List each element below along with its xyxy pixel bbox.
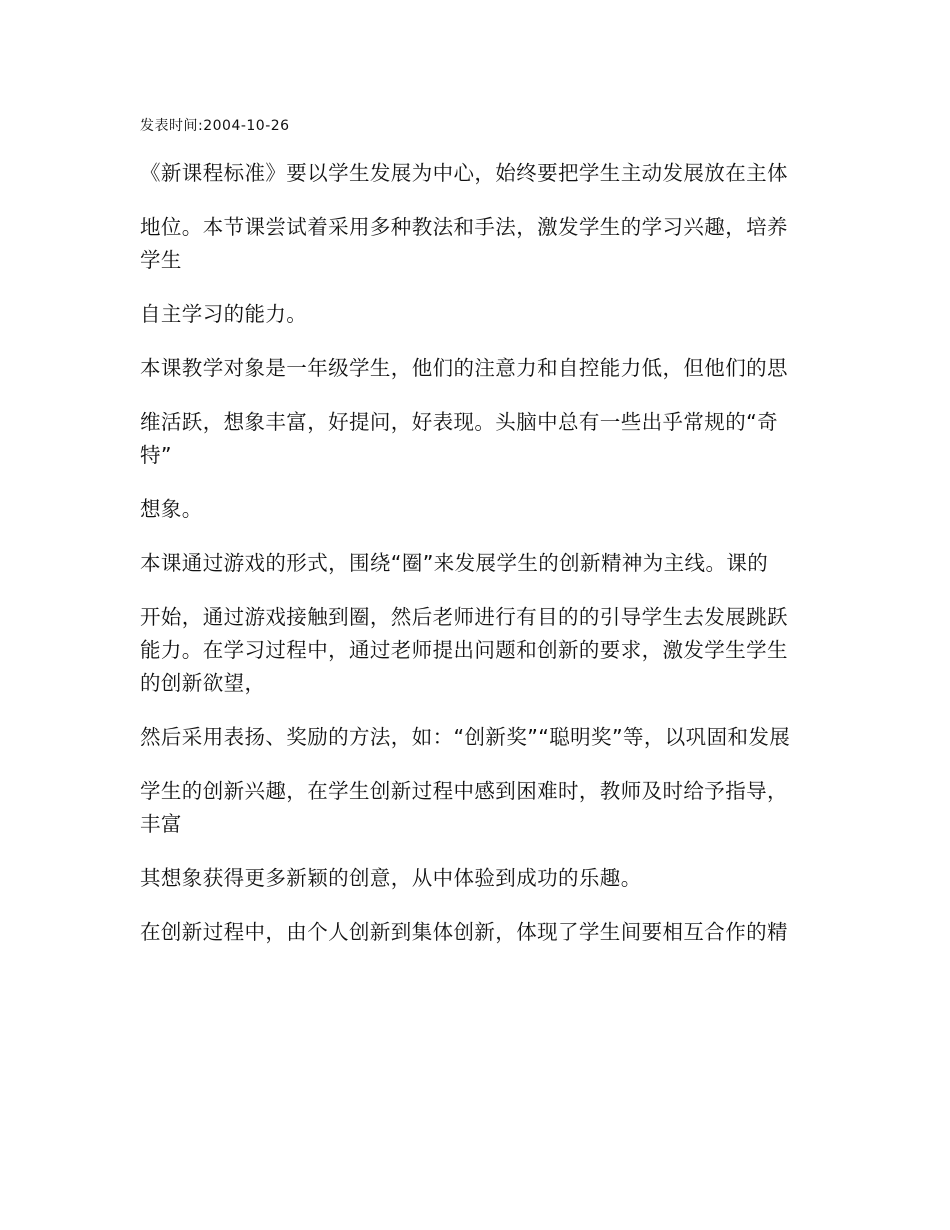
paragraph: 《新课程标准》要以学生发展为中心，始终要把学生主动发展放在主体 xyxy=(140,161,788,185)
paragraph: 本课教学对象是一年级学生，他们的注意力和自控能力低，但他们的思 xyxy=(140,356,788,380)
paragraph: 自主学习的能力。 xyxy=(140,302,308,326)
paragraph: 开始，通过游戏接触到圈，然后老师进行有目的的引导学生去发展跳跃能力。在学习过程中，通过老师提出问题和创新的要求，激发学生学生的创新欲望， xyxy=(140,605,788,695)
paragraph: 在创新过程中，由个人创新到集体创新，体现了学生间要相互合作的精 xyxy=(140,920,788,944)
publish-date: 发表时间:2004-10-26 xyxy=(140,118,290,134)
paragraph: 学生的创新兴趣，在学生创新过程中感到困难时，教师及时给予指导，丰富 xyxy=(140,779,788,836)
paragraph: 然后采用表扬、奖励的方法，如：“创新奖”“聪明奖”等，以巩固和发展 xyxy=(140,725,791,749)
paragraph: 地位。本节课尝试着采用多种教法和手法，激发学生的学习兴趣，培养学生 xyxy=(140,215,788,272)
paragraph: 本课通过游戏的形式，围绕“圈”来发展学生的创新精神为主线。课的 xyxy=(140,551,769,575)
paragraph: 想象。 xyxy=(140,497,203,521)
paragraph: 其想象获得更多新颖的创意，从中体验到成功的乐趣。 xyxy=(140,866,642,890)
paragraph: 维活跃，想象丰富，好提问，好表现。头脑中总有一些出乎常规的“奇特” xyxy=(140,410,779,467)
article-body xyxy=(140,157,800,970)
